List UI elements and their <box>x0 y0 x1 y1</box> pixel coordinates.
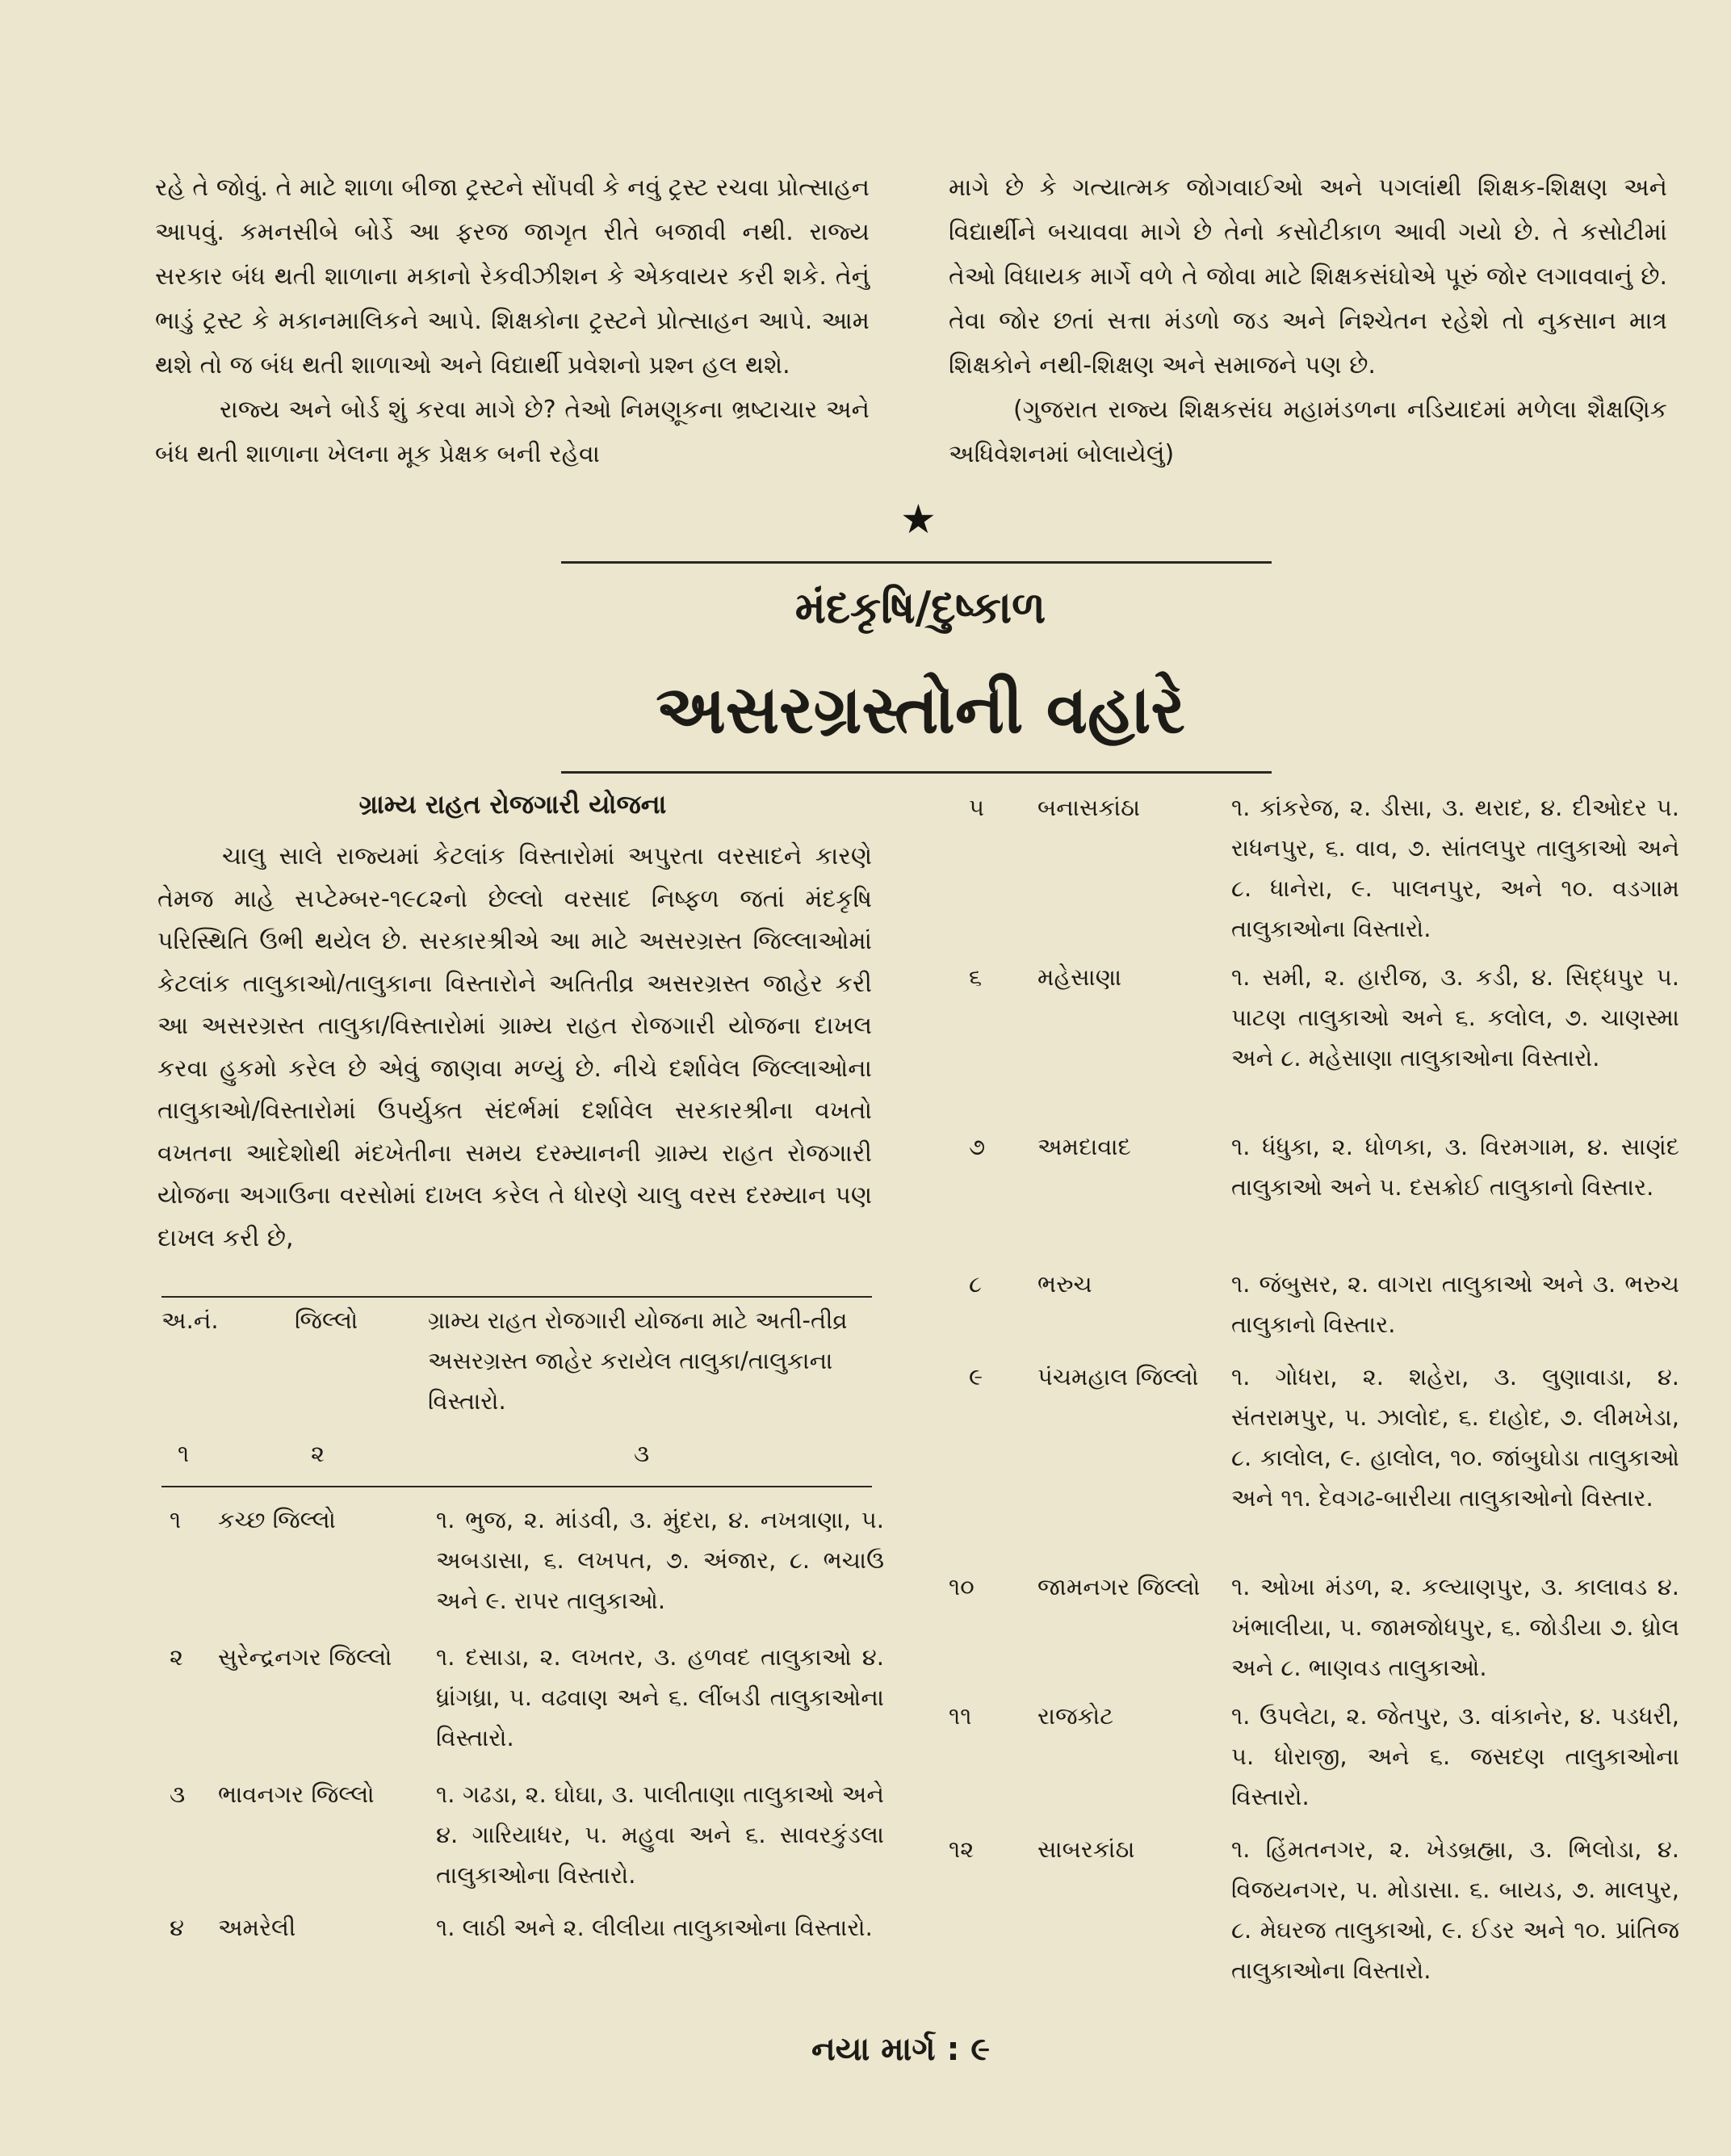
row-serial: ૬ <box>969 963 983 991</box>
row-talukas: ૧. ધંધુકા, ૨. ધોળકા, ૩. વિરમગામ, ૪. સાણંદ તાલુકાઓ અને ૫. દસક્રોઈ તાલુકાનો વિસ્તાર. <box>1231 1133 1679 1201</box>
section-heading: ગ્રામ્ય રાહત રોજગારી યોજના <box>358 789 667 820</box>
row-district: જામનગર જિલ્લો <box>1037 1573 1201 1600</box>
row-talukas: ૧. દસાડા, ૨. લખતર, ૩. હળવદ તાલુકાઓ ૪. ધ્રાંગધ્રા, ૫. વઢવાણ અને ૬. લીંબડી તાલુકાઓના વિસ્તારો. <box>436 1643 884 1751</box>
divider <box>561 771 1272 774</box>
row-district: બનાસકાંઠા <box>1037 794 1141 821</box>
table-row <box>949 1829 1679 1990</box>
table-header-rule <box>161 1486 872 1487</box>
row-talukas: ૧. હિંમતનગર, ૨. ખેડબ્રહ્મા, ૩. ભિલોડા, ૪. વિજયનગર, ૫. મોડાસા. ૬. બાયડ, ૭. માલપુર, ૮. મેઘરજ તાલુકાઓ, ૯. ઈડર અને ૧૦. પ્રાંતિજ તાલુકાઓના વિસ્તારો. <box>1231 1835 1679 1984</box>
row-talukas: ૧. ગઢડા, ૨. ઘોઘા, ૩. પાલીતાણા તાલુકાઓ અને ૪. ગારિયાધર, ૫. મહુવા અને ૬. સાવરકુંડલા તાલુકાઓના વિસ્તારો. <box>436 1781 884 1889</box>
article-title: અસરગ્રસ્તોની વહારે <box>656 672 1185 749</box>
table-row <box>949 1126 1679 1248</box>
row-district: કચ્છ જિલ્લો <box>218 1506 336 1533</box>
row-talukas: ૧. ગોધરા, ૨. શહેરા, ૩. લુણાવાડા, ૪. સંતરામપુર, ૫. ઝાલોદ, ૬. દાહોદ, ૭. લીમખેડા, ૮. કાલોલ, ૯. હાલોલ, ૧૦. જાંબુઘોડા તાલુકાઓ અને ૧૧. દેવગઢ-બારીયા તાલુકાઓનો વિસ્તાર. <box>1231 1363 1679 1512</box>
table-row <box>949 787 1679 949</box>
source-note: (ગુજરાત રાજ્ય શિક્ષકસંઘ મહામંડળના નડિયાદમાં મળેલા શૈક્ષણિક અધિવેશનમાં બોલાયેલું) <box>949 396 1667 468</box>
top-right-column <box>949 166 1667 476</box>
row-serial: ૫ <box>969 794 985 821</box>
header-num-3: ૩ <box>634 1440 650 1467</box>
row-talukas: ૧. ઉપલેટા, ૨. જેતપુર, ૩. વાંકાનેર, ૪. પડધરી, ૫. ધોરાજી, અને ૬. જસદણ તાલુકાઓના વિસ્તારો. <box>1231 1702 1679 1810</box>
table-row <box>170 1907 884 1988</box>
intro-text <box>157 836 872 1260</box>
row-district: પંચમહાલ જિલ્લો <box>1037 1363 1199 1390</box>
row-talukas: ૧. ઓખા મંડળ, ૨. કલ્યાણપુર, ૩. કાલાવડ ૪. ખંભાલીયા, ૫. જામજોધપુર, ૬. જોડીયા ૭. ધ્રોલ અને ૮. ભાણવડ તાલુકાઓ. <box>1231 1573 1679 1681</box>
page-footer: નયા માર્ગ : ૯ <box>811 2031 991 2068</box>
star-icon: ★ <box>900 496 937 543</box>
table-row <box>949 957 1679 1118</box>
paragraph: ચાલુ સાલે રાજ્યમાં કેટલાંક વિસ્તારોમાં અપુરતા વરસાદને કારણે તેમજ માહે સપ્ટેમ્બર-૧૯૮૨નો છેલ્લો વરસાદ નિષ્ફળ જતાં મંદકૃષિ પરિસ્થિતિ ઉભી થયેલ છે. સરકારશ્રીએ આ માટે અસરગ્રસ્ત જિલ્લાઓમાં કેટલાંક તાલુકાઓ/તાલુકાના વિસ્તારોને અતિતીવ્ર અસરગ્રસ્ત જાહેર કરી આ અસરગ્રસ્ત તાલુકા/વિસ્તારોમાં ગ્રામ્ય રાહત રોજગારી યોજના દાખલ કરવા હુકમો કરેલ છે એવું જાણવા મળ્યું છે. નીચે દર્શાવેલ જિલ્લાઓના તાલુકાઓ/વિસ્તારોમાં ઉપર્યુક્ત સંદર્ભમાં દર્શાવેલ સરકારશ્રીના વખતો વખતના આદેશોથી મંદખેતીના સમય દરમ્યાનની ગ્રામ્ય રાહત રોજગારી યોજના અગાઉના વરસોમાં દાખલ કરેલ તે ધોરણે ચાલુ વરસ દરમ્યાન પણ દાખલ કરી છે, <box>157 842 872 1252</box>
row-serial: ૭ <box>969 1133 986 1160</box>
header-num-1: ૧ <box>178 1440 190 1467</box>
table-row <box>170 1500 884 1621</box>
table-row <box>949 1567 1679 1688</box>
row-district: મહેસાણા <box>1037 963 1122 991</box>
row-district: ભાવનગર જિલ્લો <box>218 1781 375 1808</box>
row-district: ભરુચ <box>1037 1270 1092 1298</box>
divider <box>561 561 1272 564</box>
table-row <box>170 1774 884 1895</box>
table-row <box>949 1264 1679 1344</box>
row-serial: ૩ <box>170 1781 186 1808</box>
table-row <box>949 1357 1679 1558</box>
header-talukas: ગ્રામ્ય રાહત રોજગારી યોજના માટે અતી-તીવ્ર અસરગ્રસ્ત જાહેર કરાયેલ તાલુકા/તાલુકાના વિસ્તારો. <box>428 1307 848 1415</box>
row-serial: ૧૧ <box>949 1702 972 1730</box>
row-talukas: ૧. કાંકરેજ, ૨. ડીસા, ૩. થરાદ, ૪. દીઓદર ૫. રાધનપુર, ૬. વાવ, ૭. સાંતલપુર તાલુકાઓ અને ૮. ધાનેરા, ૯. પાલનપુર, અને ૧૦. વડગામ તાલુકાઓના વિસ્તારો. <box>1231 794 1679 942</box>
row-district: સાબરકાંઠા <box>1037 1835 1135 1863</box>
table-row <box>949 1696 1679 1817</box>
table-header <box>161 1300 872 1467</box>
table-top-rule <box>161 1296 872 1298</box>
row-district: રાજકોટ <box>1037 1702 1114 1730</box>
row-district: સુરેન્દ્રનગર જિલ્લો <box>218 1643 392 1671</box>
header-num-2: ૨ <box>311 1440 325 1467</box>
row-serial: ૮ <box>969 1270 982 1298</box>
row-district: અમદાવાદ <box>1037 1133 1131 1160</box>
row-serial: ૧૨ <box>949 1835 974 1863</box>
article-subtitle: મંદકૃષિ/દુષ્કાળ <box>794 582 1046 633</box>
row-talukas: ૧. જંબુસર, ૨. વાગરા તાલુકાઓ અને ૩. ભરુચ તાલુકાનો વિસ્તાર. <box>1231 1270 1679 1338</box>
row-talukas: ૧. ભુજ, ૨. માંડવી, ૩. મુંદરા, ૪. નખત્રાણા, ૫. અબડાસા, ૬. લખપત, ૭. અંજાર, ૮. ભચાઉ અને ૯. રાપર તાલુકાઓ. <box>436 1506 884 1614</box>
paragraph: રાજ્ય અને બોર્ડ શું કરવા માગે છે? તેઓ નિમણૂકના ભ્રષ્ટાચાર અને બંધ થતી શાળાના ખેલના મૂક પ્રેક્ષક બની રહેવા <box>155 396 870 468</box>
table-row <box>170 1637 884 1758</box>
row-talukas: ૧. લાઠી અને ૨. લીલીયા તાલુકાઓના વિસ્તારો. <box>436 1914 873 1941</box>
row-serial: ૯ <box>969 1363 983 1390</box>
top-left-column <box>155 166 870 476</box>
row-serial: ૨ <box>170 1643 184 1671</box>
row-serial: ૧૦ <box>949 1573 974 1600</box>
header-serial: અ.નં. <box>161 1307 219 1334</box>
header-district: જિલ્લો <box>295 1307 358 1334</box>
row-serial: ૪ <box>170 1914 184 1941</box>
paragraph: માગે છે કે ગત્યાત્મક જોગવાઈઓ અને પગલાંથી શિક્ષક-શિક્ષણ અને વિદ્યાર્થીને બચાવવા માગે છે તેનો કસોટીકાળ આવી ગયો છે. તે કસોટીમાં તેઓ વિધાયક માર્ગે વળે તે જોવા માટે શિક્ષકસંઘોએ પૂરું જોર લગાવવાનું છે. તેવા જોર છતાં સત્તા મંડળો જડ અને નિશ્ચેતન રહેશે તો નુકસાન માત્ર શિક્ષકોને નથી-શિક્ષણ અને સમાજને પણ છે. <box>949 174 1667 380</box>
paragraph: રહે તે જોવું. તે માટે શાળા બીજા ટ્રસ્ટને સોંપવી કે નવું ટ્રસ્ટ રચવા પ્રોત્સાહન આપવું. કમનસીબે બોર્ડે આ ફરજ જાગૃત રીતે બજાવી નથી. રાજ્ય સરકાર બંધ થતી શાળાના મકાનો રેકવીઝીશન કે એકવાયર કરી શકે. તેનું ભાડું ટ્રસ્ટ કે મકાનમાલિકને આપે. શિક્ષકોના ટ્રસ્ટને પ્રોત્સાહન આપે. આમ થશે તો જ બંધ થતી શાળાઓ અને વિદ્યાર્થી પ્રવેશનો પ્રશ્ન હલ થશે. <box>155 174 870 380</box>
row-talukas: ૧. સમી, ૨. હારીજ, ૩. કડી, ૪. સિદ્ધપુર ૫. પાટણ તાલુકાઓ અને ૬. કલોલ, ૭. ચાણસ્મા અને ૮. મહેસાણા તાલુકાઓના વિસ્તારો. <box>1231 963 1679 1072</box>
row-district: અમરેલી <box>218 1914 296 1941</box>
row-serial: ૧ <box>170 1506 182 1533</box>
